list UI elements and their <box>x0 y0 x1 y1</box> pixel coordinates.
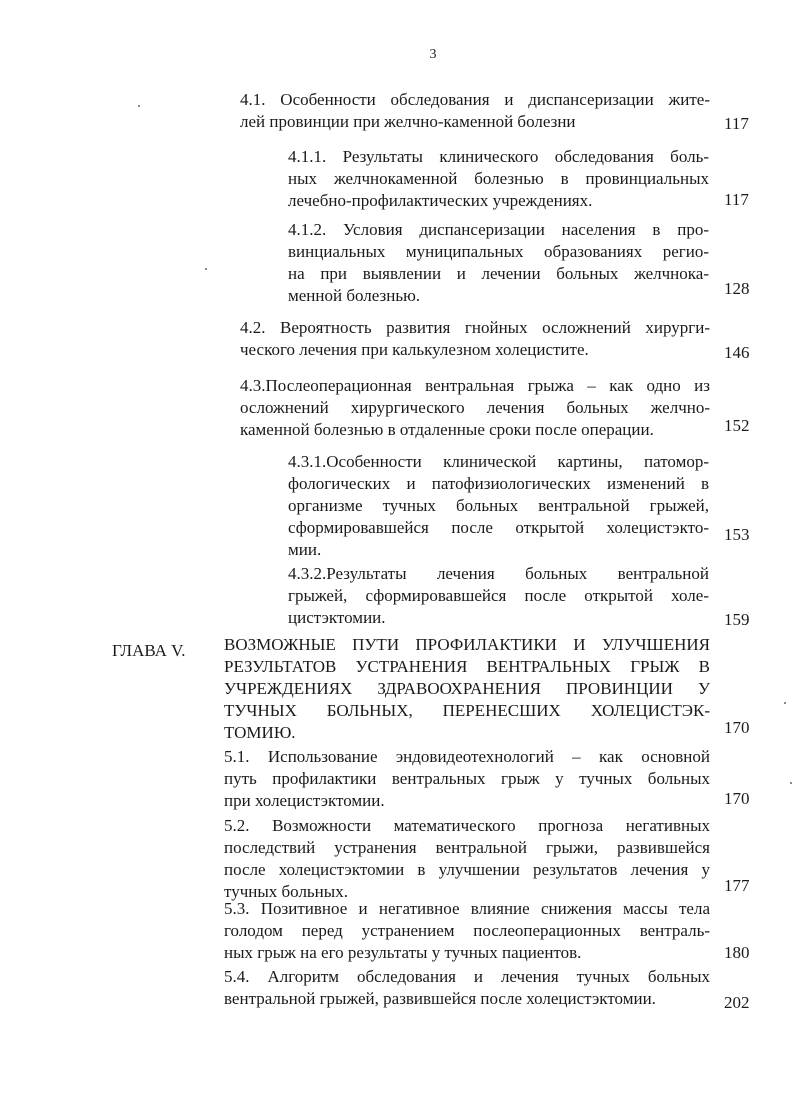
toc-line: 4.1.2. Условия диспансеризации населения в про- <box>288 220 709 239</box>
toc-line: ВОЗМОЖНЫЕ ПУТИ ПРОФИЛАКТИКИ И УЛУЧШЕНИЯ <box>224 635 710 654</box>
toc-line: осложнений хирургического лечения больных желчно- <box>240 398 710 417</box>
toc-line: 4.3.Послеоперационная вентральная грыжа – как одно из <box>240 376 710 395</box>
toc-line: вентральной грыжей, развившейся после холецистэктомии. <box>224 989 656 1008</box>
toc-page-number: 170 <box>724 718 750 737</box>
scan-speck <box>138 105 140 107</box>
toc-line: лей провинции при желчно-каменной болезни <box>240 112 576 131</box>
toc-line: менной болезнью. <box>288 286 421 305</box>
toc-line: 4.1.1. Результаты клинического обследования боль- <box>288 147 709 166</box>
toc-entry-text <box>224 966 710 1010</box>
toc-page-number: 146 <box>724 343 750 362</box>
toc-line: 5.1. Использование эндовидеотехнологий – как основной <box>224 747 710 766</box>
toc-line: тучных больных. <box>224 882 348 901</box>
toc-line: мии. <box>288 540 322 559</box>
toc-line: сформировавшейся после открытой холецистэкто- <box>288 518 709 537</box>
toc-line: после холецистэктомии в улучшении результатов лечения у <box>224 860 710 879</box>
toc-entry-text <box>240 375 710 441</box>
toc-line: голодом перед устранением послеоперационных вентраль- <box>224 921 710 940</box>
toc-line: 5.4. Алгоритм обследования и лечения тучных больных <box>224 967 710 986</box>
toc-line: фологических и патофизиологических изменений в <box>288 474 709 493</box>
toc-line: ных желчнокаменной болезнью в провинциальных <box>288 169 709 188</box>
toc-line: на при выявлении и лечении больных желчнока- <box>288 264 709 283</box>
toc-line: ческого лечения при калькулезном холецистите. <box>240 340 589 359</box>
toc-entry-text <box>288 451 709 561</box>
chapter-label: ГЛАВА V. <box>112 641 186 660</box>
toc-line: лечебно-профилактических учреждениях. <box>288 191 593 210</box>
toc-entry-text <box>288 563 709 629</box>
toc-line: 4.2. Вероятность развития гнойных осложнений хирурги- <box>240 318 710 337</box>
toc-line: ТУЧНЫХ БОЛЬНЫХ, ПЕРЕНЕСШИХ ХОЛЕЦИСТЭК- <box>224 701 710 720</box>
page-number: 3 <box>429 47 437 62</box>
chapter-title <box>224 634 710 744</box>
toc-line: при холецистэктомии. <box>224 791 385 810</box>
toc-page-number: 170 <box>724 789 750 808</box>
toc-line: организме тучных больных вентральной грыжей, <box>288 496 709 515</box>
toc-entry-text <box>224 746 710 812</box>
toc-page-number: 202 <box>724 993 750 1012</box>
toc-page-number: 117 <box>724 114 749 133</box>
toc-page-number: 117 <box>724 190 749 209</box>
toc-entry-text <box>224 898 710 964</box>
toc-page-number: 159 <box>724 610 750 629</box>
toc-entry-text <box>240 89 710 133</box>
toc-entry-text <box>288 146 709 212</box>
toc-line: ТОМИЮ. <box>224 723 296 742</box>
toc-entry-text <box>240 317 710 361</box>
toc-line: последствий устранения вентральной грыжи, развившейся <box>224 838 710 857</box>
toc-entry-text <box>288 219 709 307</box>
toc-line: 5.2. Возможности математического прогноза негативных <box>224 816 710 835</box>
toc-line: каменной болезнью в отдаленные сроки после операции. <box>240 420 654 439</box>
toc-line: РЕЗУЛЬТАТОВ УСТРАНЕНИЯ ВЕНТРАЛЬНЫХ ГРЫЖ В <box>224 657 710 676</box>
toc-page-number: 152 <box>724 416 750 435</box>
toc-line: ных грыж на его результаты у тучных пациентов. <box>224 943 582 962</box>
toc-page-number: 180 <box>724 943 750 962</box>
toc-page-number: 177 <box>724 876 750 895</box>
scan-speck <box>790 782 792 784</box>
toc-line: грыжей, сформировавшейся после открытой холе- <box>288 586 709 605</box>
toc-line: 4.3.1.Особенности клинической картины, патомор- <box>288 452 709 471</box>
toc-entry-text <box>224 815 710 903</box>
toc-line: 5.3. Позитивное и негативное влияние снижения массы тела <box>224 899 710 918</box>
scan-speck <box>205 268 207 270</box>
toc-line: УЧРЕЖДЕНИЯХ ЗДРАВООХРАНЕНИЯ ПРОВИНЦИИ У <box>224 679 710 698</box>
toc-line: 4.1. Особенности обследования и диспансеризации жите- <box>240 90 710 109</box>
toc-line: путь профилактики вентральных грыж у тучных больных <box>224 769 710 788</box>
toc-line: 4.3.2.Результаты лечения больных вентральной <box>288 564 709 583</box>
toc-page-number: 153 <box>724 525 750 544</box>
scan-speck <box>784 702 786 704</box>
toc-page-number: 128 <box>724 279 750 298</box>
toc-line: цистэктомии. <box>288 608 386 627</box>
toc-line: винциальных муниципальных образованиях регио- <box>288 242 709 261</box>
